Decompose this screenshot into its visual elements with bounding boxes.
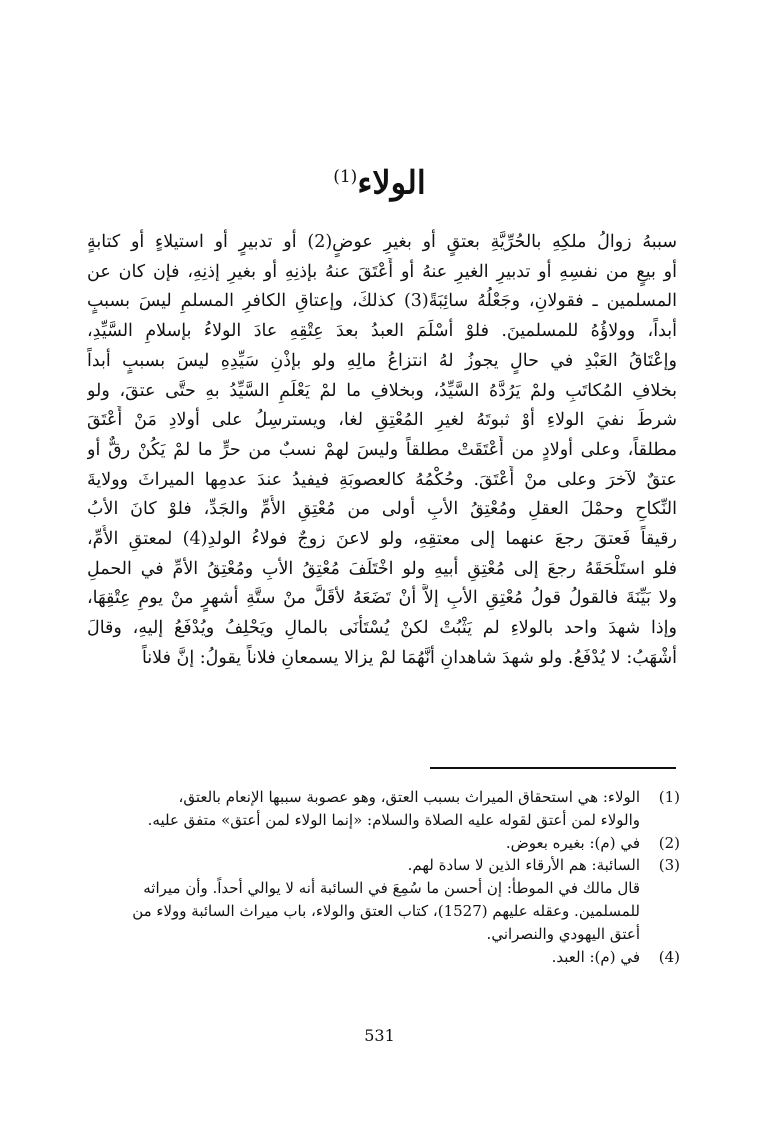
footnote-text — [88, 946, 640, 969]
footnote-line: السائبة: هم الأرقاء الذين لا سادة لهم. — [407, 856, 640, 875]
footnote-3 — [88, 854, 680, 945]
footnote-divider — [430, 767, 676, 769]
body-line: شرطَ نفيَ الولاءِ أوْ ثبوتَهُ لغيرِ المُعْتِقِ لغا، ويسترسِلُ على أولادِ مَنْ أَعْتَقَ — [87, 410, 677, 431]
body-line: عتقٌ لآخرَ وعلى منْ أَعْتَقَ. وحُكْمُهُ كالعصوبَةِ فيفيدُ عندَ عدمِها الميراثَ وولايةَ — [87, 469, 677, 490]
body-line: مطلقاً، وعلى أولادٍ من أَعْتَقَتْ مطلقاً وليسَ لهمْ نسبٌ من حرٍّ ما لمْ يَكُنْ رقٌّ أو — [87, 439, 677, 460]
body-line: سببهُ زوالُ ملكِهِ بالحُرِّيَّةِ بعتقٍ أو بغيرِ عوضٍ(2) أو تدبيرٍ أو استيلاءٍ أو كتابةٍ — [87, 232, 677, 252]
footnote-text — [88, 786, 640, 832]
footnote-line: الولاء: هي استحقاق الميراث بسبب العتق، وهو عصوبة سببها الإنعام بالعتق، — [178, 788, 640, 806]
footnote-number: (2) — [658, 833, 680, 852]
footnote-line: في (م): العبد. — [551, 947, 640, 966]
body-line: أو بيعٍ من نفسِهِ أو تدبيرِ الغيرِ عنهُ أو أَعْتَقَ عنهُ بإذنِهِ أو بغيرِ إذنِهِ، فإن كان عن — [87, 261, 677, 282]
footnote-line: والولاء لمن أعتق لقوله عليه الصلاة والسلام: «إنما الولاء لمن أعتق» متفق عليه. — [147, 810, 640, 829]
footnote-line: في (م): بغيره بعوض. — [505, 833, 640, 852]
footnote-4 — [88, 946, 680, 969]
body-line: ولا بَيِّنَةَ فالقولُ قولُ مُعْتِقِ الأبِ إلاَّ أنْ تَضَعَهُ لأقَلَّ منْ ستَّةِ أشهرٍ منْ يومِ عِتْقِهَا، — [87, 588, 677, 609]
footnote-number: (3) — [658, 856, 680, 875]
footnote-number: (1) — [658, 788, 680, 806]
footnotes — [88, 786, 680, 968]
body-line: أشْهَبُ: لا يُدْفَعُ. ولو شهدَ شاهدانِ أنَّهُمَا لمْ يزالا يسمعانِ فلاناً يقولُ: إنَّ فلاناً — [141, 647, 677, 668]
chapter-title-text: الولاء — [357, 164, 426, 203]
footnote-line: قال مالك في الموطأ: إن أحسن ما سُمِعَ في السائبة أنه لا يوالي أحداً. وأن ميراثه — [143, 879, 640, 898]
page-number: 531 — [364, 1026, 395, 1045]
footnote-2 — [88, 832, 680, 855]
chapter-title-footnote-ref: (1) — [333, 167, 358, 188]
footnote-line: أعتق اليهودي والنصراني. — [486, 924, 640, 943]
body-line: وإذا شهدَ واحد بالولاءِ لم يَثْبُتْ لكنْ يُسْتَأْنَى بالمالِ ويَحْلِفُ ويُدْفَعُ إليهِ، وقالَ — [87, 618, 677, 639]
footnote-line: للمسلمين. وعقله عليهم (1527)، كتاب العتق والولاء، باب ميراث السائبة وولاء من — [132, 901, 640, 920]
body-line: بخلافِ المُكاتَبِ ولمْ يَرُدَّهُ السَّيِّدُ، وبخلافِ ما لمْ يَعْلَمِ السَّيِّدُ بهِ حتَّى عتقَ، ولو — [87, 380, 677, 401]
footnote-1 — [88, 786, 680, 832]
body-line: رقيقاً فَعتقَ رجعَ عنهما إلى معتقِهِ، ولو لاعنَ زوجٌ فولاءُ الولدِ(4) لمعتقِ الأُمِّ، — [87, 529, 677, 550]
footnote-number: (4) — [658, 947, 680, 966]
footnote-text — [88, 832, 640, 855]
chapter-title — [0, 147, 759, 213]
body-text — [87, 228, 677, 674]
body-line: المسلمين ـ فقولانِ، وجَعْلُهُ سائِبَةً(3) كذلكَ، وإعتاقِ الكافرِ المسلمِ ليسَ بسببٍ — [87, 291, 677, 312]
footnote-text — [88, 854, 640, 945]
body-line: فلو استَلْحَقَهُ رجعَ إلى مُعْتِقِ أبيهِ ولو اخْتَلَفَ مُعْتِقُ الأبِ ومُعْتِقُ الأمِّ في الحملِ — [87, 558, 677, 579]
body-line: وإعْتَاقُ العَبْدِ في حالٍ يجوزُ لهُ انتزاعُ مالِهِ ولو بإذْنِ سَيِّدِهِ ليسَ بسببٍ أبداً — [87, 350, 677, 371]
body-line: النِّكاحِ وحمْلَ العقلِ ومُعْتِقُ الأبِ أولى من مُعْتِقِ الأُمِّ والجَدِّ، فلوْ كانَ الأبُ — [87, 499, 677, 520]
body-line: أبداً، وولاؤُهُ للمسلمينَ. فلوْ أسْلَمَ العبدُ بعدَ عِتْقِهِ عادَ الولاءُ بإسلامِ السَّيِّدِ، — [87, 321, 677, 342]
